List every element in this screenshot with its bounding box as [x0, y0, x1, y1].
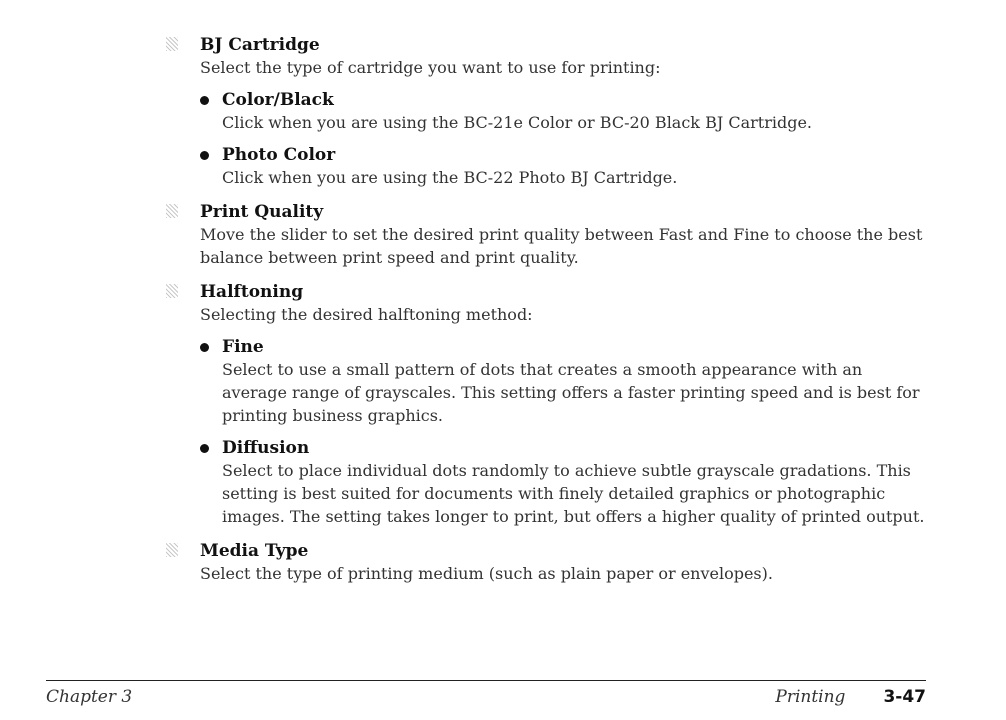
section-text: Move the slider to set the desired print quality between Fast and Fine to choose the best balance between print speed and print quality.: [200, 225, 923, 267]
bullet-item-color-black: [200, 89, 926, 134]
bullet-dot-icon: [200, 343, 209, 352]
section-marker-icon: [166, 204, 178, 218]
section-marker-icon: [166, 284, 178, 298]
bullet-title: Color/Black: [222, 90, 334, 110]
bullet-title: Diffusion: [222, 438, 310, 458]
bullet-title: Photo Color: [222, 145, 336, 165]
bullet-list: [200, 89, 926, 189]
section-text: Select the type of cartridge you want to use for printing:: [200, 58, 661, 77]
bullet-item-fine: [200, 336, 926, 427]
section-title: Halftoning: [200, 282, 304, 302]
section-title: Print Quality: [200, 202, 324, 222]
section-title: Media Type: [200, 541, 309, 561]
bullet-dot-icon: [200, 444, 209, 453]
footer-section-title: Printing: [775, 687, 846, 707]
bullet-item-photo-color: [200, 144, 926, 189]
bullet-dot-icon: [200, 96, 209, 105]
bullet-title: Fine: [222, 337, 264, 357]
bullet-text: Select to use a small pattern of dots that creates a smooth appearance with an average range of grayscales. This setting offers a faster printing speed and is best for printing business graphics.: [222, 360, 920, 425]
section-halftoning: [166, 281, 926, 528]
bullet-text: Select to place individual dots randomly to achieve subtle grayscale gradations. This setting is best suited for documents with finely detailed graphics or photographic images. The setting takes longer to print, but offers a higher quality of printed output.: [222, 461, 925, 526]
page-footer: [46, 680, 926, 707]
section-print-quality: [166, 201, 926, 269]
footer-chapter: Chapter 3: [46, 687, 133, 707]
section-marker-icon: [166, 37, 178, 51]
section-title: BJ Cartridge: [200, 35, 320, 55]
bullet-item-diffusion: [200, 437, 926, 528]
document-content: [166, 34, 926, 597]
section-text: Selecting the desired halftoning method:: [200, 305, 533, 324]
section-text: Select the type of printing medium (such as plain paper or envelopes).: [200, 564, 773, 583]
bullet-dot-icon: [200, 151, 209, 160]
section-marker-icon: [166, 543, 178, 557]
bullet-text: Click when you are using the BC-22 Photo BJ Cartridge.: [222, 168, 678, 187]
bullet-list: [200, 336, 926, 528]
footer-page-number: 3-47: [883, 687, 926, 707]
section-media-type: [166, 540, 926, 585]
bullet-text: Click when you are using the BC-21e Color or BC-20 Black BJ Cartridge.: [222, 113, 813, 132]
section-bj-cartridge: [166, 34, 926, 189]
